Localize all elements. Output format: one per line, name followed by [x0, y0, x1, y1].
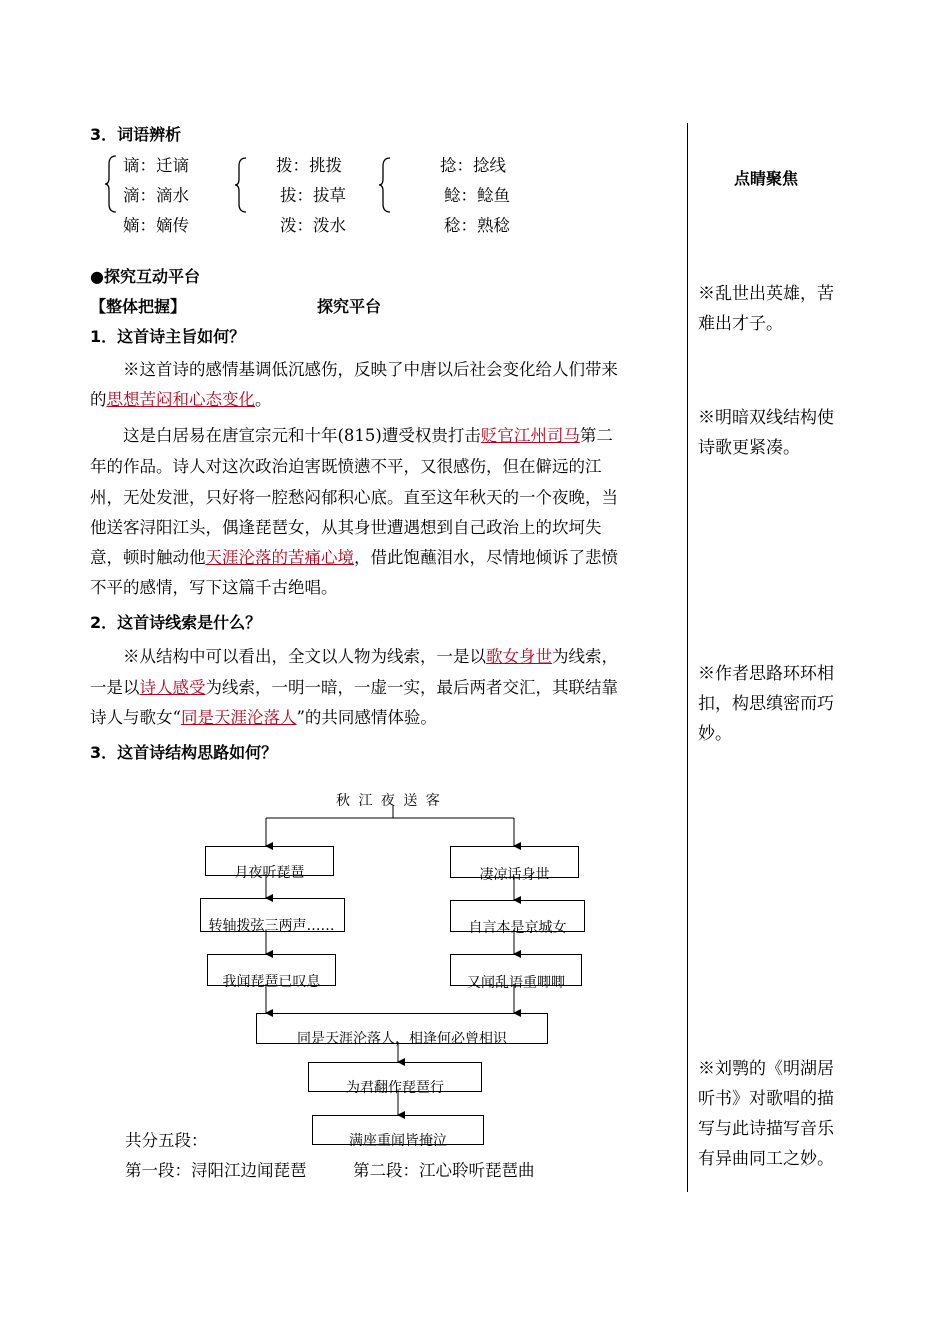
diagram-label: 我闻琵琶已叹息	[222, 974, 321, 990]
diagram-label: 满座重闻皆掩泣	[349, 1133, 447, 1149]
sidebar-note: ※作者思路环环相 扣，构思缜密而巧 妙。	[698, 664, 834, 744]
paragraph-line: 诗人与歌女“同是天涯沦落人”的共同感情体验。	[90, 708, 437, 727]
sidebar-note: ※明暗双线结构使 诗歌更紧凑。	[698, 408, 834, 458]
paragraph-line: 不平的感情，写下这篇千古绝唱。	[90, 578, 338, 597]
word-item: 稔：熟稔	[444, 216, 510, 235]
diagram-label: 又闻乱语重唧唧	[467, 975, 565, 991]
paragraph-line: 这是白居易在唐宣宗元和十年(815)遭受权贵打击贬官江州司马第二	[123, 426, 613, 445]
overall-heading: 【整体把握】	[90, 297, 187, 316]
question-title: 3．这首诗结构思路如何？	[90, 743, 278, 762]
sidebar-heading: 点睛聚焦	[734, 169, 799, 188]
platform-subheading: 探究平台	[317, 297, 382, 316]
sidebar-note: ※刘鹗的《明湖居 听书》对歌唱的描 写与此诗描写音乐 有异曲同工之妙。	[698, 1059, 834, 1169]
word-item: 拨：挑拨	[276, 156, 342, 175]
diagram-label: 转轴拨弦三两声……	[208, 918, 335, 934]
question-title: 2．这首诗线索是什么？	[90, 613, 262, 632]
paragraph-line: ※这首诗的感情基调低沉感伤，反映了中唐以后社会变化给人们带来	[123, 360, 618, 379]
paragraph-line: 的思想苦闷和心态变化。	[90, 390, 272, 409]
key-phrase: 歌女身世	[486, 647, 552, 666]
platform-heading: ●探究互动平台	[90, 267, 200, 286]
section-title: 3．词语辨析	[90, 125, 182, 144]
word-item: 捻：捻线	[440, 156, 506, 175]
key-phrase: 天涯沦落的苦痛心境	[205, 548, 354, 567]
word-item: 鲶：鲶鱼	[444, 186, 510, 205]
paragraph-line: 州，无处发泄，只好将一腔愁闷郁积心底。直至这年秋天的一个夜晚，当	[90, 488, 618, 507]
word-item: 谪：迁谪	[123, 156, 189, 175]
paragraph-line: 一是以诗人感受为线索，一明一暗，一虚一实，最后两者交汇，其联结靠	[90, 678, 618, 697]
diagram-label: 为君翻作琵琶行	[346, 1080, 444, 1096]
word-item: 泼：泼水	[280, 216, 346, 235]
paragraph-line: 年的作品。诗人对这次政治迫害既愤懑不平，又很感伤，但在僻远的江	[90, 457, 602, 476]
diagram-label: 自言本是京城女	[468, 920, 567, 936]
paragraph-line: 意，顿时触动他天涯沦落的苦痛心境，借此饱蘸泪水，尽情地倾诉了悲愤	[90, 548, 618, 567]
paragraph-line: ※从结构中可以看出，全文以人物为线索，一是以歌女身世为线索，	[123, 647, 618, 666]
diagram-label: 同是天涯沦落人，相逢何必曾相识	[297, 1031, 507, 1047]
word-item: 滴：滴水	[123, 186, 189, 205]
diagram-label: 月夜听琵琶	[234, 865, 305, 881]
sidebar-note: ※乱世出英雄，苦 难出才子。	[698, 284, 834, 334]
word-item: 嫡：嫡传	[123, 216, 189, 235]
key-phrase: 思想苦闷和心态变化	[106, 390, 255, 409]
question-title: 1．这首诗主旨如何？	[90, 327, 246, 346]
key-phrase: 贬官江州司马	[480, 426, 580, 445]
summary-line: 第一段：浔阳江边闻琵琶	[125, 1161, 307, 1180]
column-divider	[687, 123, 688, 1192]
key-phrase: 诗人感受	[139, 678, 206, 697]
summary-line: 共分五段：	[125, 1131, 208, 1150]
diagram-title: 秋 江 夜 送 客	[336, 793, 442, 809]
key-phrase: 同是天涯沦落人	[180, 708, 297, 727]
word-item: 拔：拔草	[280, 186, 346, 205]
diagram-label: 凄凉话身世	[479, 867, 550, 883]
paragraph-line: 他送客浔阳江头，偶逢琵琶女，从其身世遭遇想到自己政治上的坎坷失	[90, 518, 602, 537]
summary-line: 第二段：江心聆听琵琶曲	[353, 1161, 535, 1180]
